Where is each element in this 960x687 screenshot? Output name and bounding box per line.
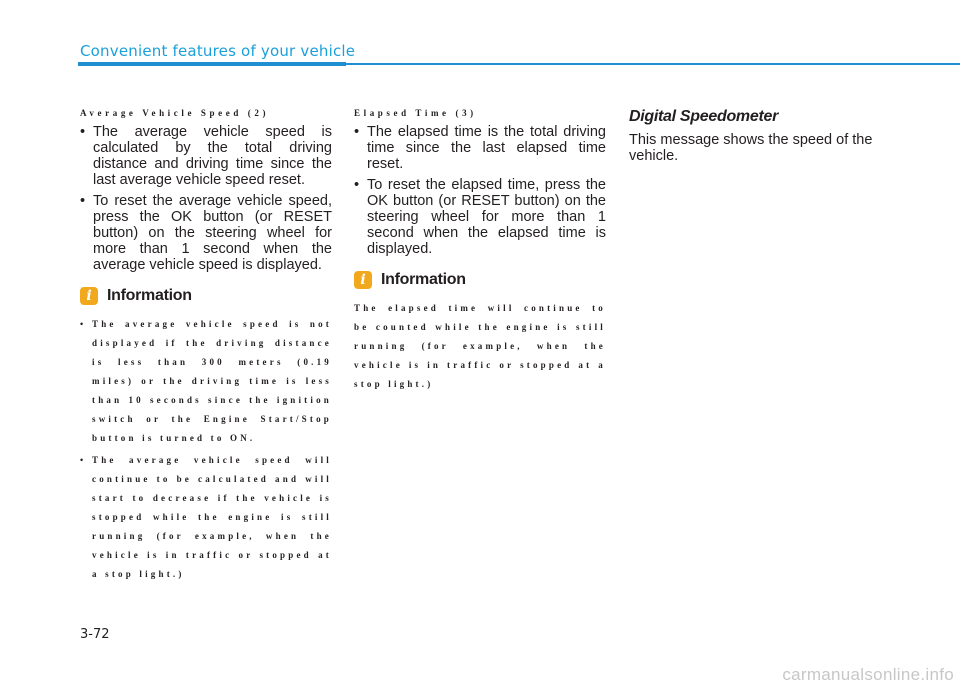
info-icon: i (80, 287, 98, 305)
list-item: • To reset the elapsed time, press the OK button (or RESET button) on the steering wheel for more than 1 second when the elapsed time is displayed. (354, 177, 606, 257)
info-icon: i (354, 271, 372, 289)
list-item: • To reset the average vehicle speed, press the OK button (or RESET button) on the steering wheel for more than 1 second when the average vehicle speed is displayed. (80, 193, 332, 273)
information-title: Information (381, 271, 466, 288)
page-number: 3-72 (80, 627, 110, 642)
information-title: Information (107, 287, 192, 304)
watermark: carmanualsonline.info (782, 665, 954, 684)
header-rule (346, 63, 960, 65)
information-bullets (80, 315, 332, 584)
average-speed-bullets (80, 124, 332, 273)
subheading-average-speed: Average Vehicle Speed (2) (80, 108, 270, 118)
header-accent-bar (78, 62, 346, 66)
digital-speedometer-text: This message shows the speed of the vehicle. (629, 132, 873, 164)
subheading-elapsed-time: Elapsed Time (3) (354, 108, 477, 118)
list-item: • The average vehicle speed is not displayed if the driving distance is less than 300 meters (0.19 miles) or the driving time is less than 10 seconds since the ignition switch or the Engine Start/Stop button is turned to ON. (80, 315, 332, 448)
information-text: The elapsed time will continue to be counted while the engine is still running (for example, when the vehicle is in traffic or stopped at a stop light.) (354, 303, 606, 389)
information-header (354, 271, 606, 289)
section-title: Convenient features of your vehicle (80, 42, 356, 60)
column-digital-speedometer (629, 108, 885, 164)
list-item: • The average vehicle speed will continue to be calculated and will start to decrease if the vehicle is stopped while the engine is still running (for example, when the vehicle is in traffic or stopped at a stop light.) (80, 451, 332, 584)
column-average-speed (80, 108, 332, 587)
column-elapsed-time (354, 108, 606, 394)
elapsed-time-bullets (354, 124, 606, 257)
information-header (80, 287, 332, 305)
list-item: • The average vehicle speed is calculated by the total driving distance and driving time since the last average vehicle speed reset. (80, 124, 332, 188)
list-item: • The elapsed time is the total driving time since the last elapsed time reset. (354, 124, 606, 172)
digital-speedometer-title: Digital Speedometer (629, 108, 779, 125)
